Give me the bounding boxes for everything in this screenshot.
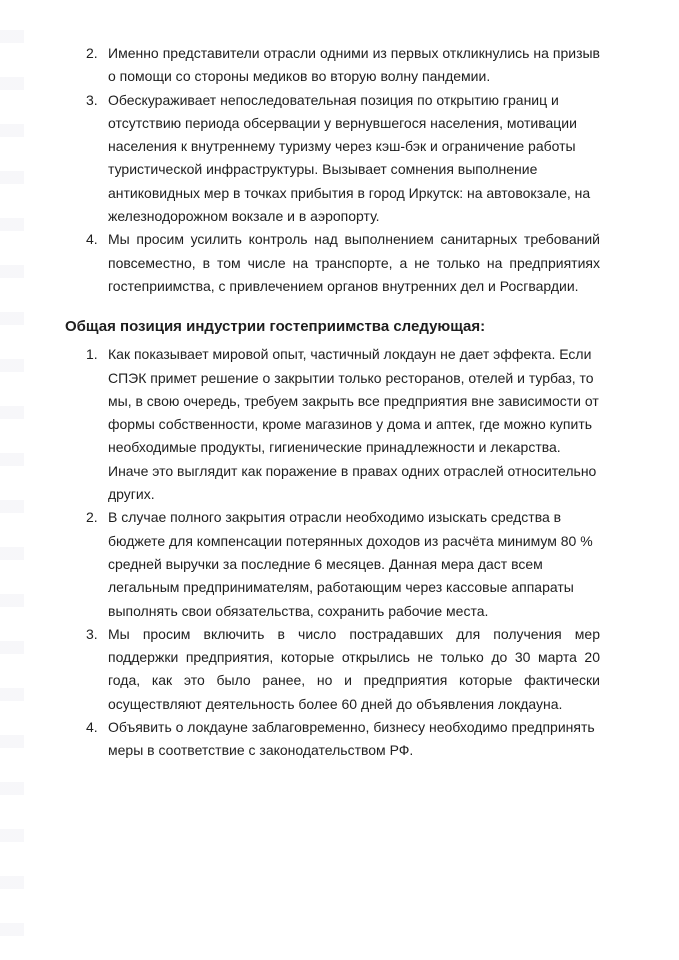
list-item: [86, 89, 600, 229]
list-item-number: 3.: [86, 91, 98, 108]
list-item-number: 2.: [86, 509, 98, 526]
list-item: [86, 343, 600, 506]
list-item-text: Обескураживает непоследовательная позиция по открытию границ и отсутствию периода обсервации у вернувшегося населения, мотивации населения к внутреннему туризму через кэш-бэк и ограничение работы туристической инфраструктуры. Вызывает сомнения выполнение антиковидных мер в точках прибытия в город Иркутск: на автовокзале, на железнодорожном вокзале и в аэропорту.: [108, 91, 591, 225]
list-item-text: Объявить о локдауне заблаговременно, бизнесу необходимо предпринять меры в соответствие с законодательством РФ.: [108, 719, 595, 759]
list-item: [86, 623, 600, 716]
document-content: [65, 42, 600, 763]
list-item-text: В случае полного закрытия отрасли необходимо изыскать средства в бюджете для компенсации потерянных доходов из расчёта минимум 80 % средней выручки за последние 6 месяцев. Данная мера даст всем легальным предпринимателям, работающим через кассовые аппараты выполнять свои обязательства, сохранить рабочие места.: [108, 509, 593, 619]
left-edge-scan-marks: [0, 30, 24, 955]
position-numbered-list: [86, 343, 600, 762]
list-item-number: 2.: [86, 45, 98, 61]
list-item: [86, 506, 600, 622]
list-item-text: Именно представители отрасли одними из первых откликнулись на призыв о помощи со стороны медиков во вторую волну пандемии.: [108, 45, 600, 85]
section-heading: Общая позиция индустрии гостеприимства следующая:: [65, 318, 486, 336]
list-item-number: 3.: [86, 625, 98, 642]
list-item: [86, 228, 600, 298]
list-item-number: 4.: [86, 231, 98, 248]
list-item-text: Мы просим усилить контроль над выполнением санитарных требований повсеместно, в том числе на транспорте, а не только на предприятиях гостеприимства, с привлечением органов внутренних дел и Росгвардии.: [108, 231, 600, 294]
list-item-number: 1.: [86, 346, 98, 363]
list-item-text: Мы просим включить в число пострадавших для получения мер поддержки предприятия, которые открылись не только до 30 марта 20 года, как это было ранее, но и предприятия которые фактически осуществляют деятельность более 60 дней до объявления локдауна.: [108, 625, 600, 712]
list-item: [86, 716, 600, 763]
list-item-text: Как показывает мировой опыт, частичный локдаун не дает эффекта. Если СПЭК примет решение о закрытии только ресторанов, отелей и турбаз, то мы, в свою очередь, требуем закрыть все предприятия вне зависимости от формы собственности, кроме магазинов у дома и аптек, где можно купить необходимые продукты, гигиенические принадлежности и лекарства. Иначе это выглядит как поражение в правах одних отраслей относительно других.: [108, 346, 599, 503]
continued-numbered-list: [86, 42, 600, 298]
list-item-number: 4.: [86, 719, 98, 736]
list-item: [86, 42, 600, 89]
